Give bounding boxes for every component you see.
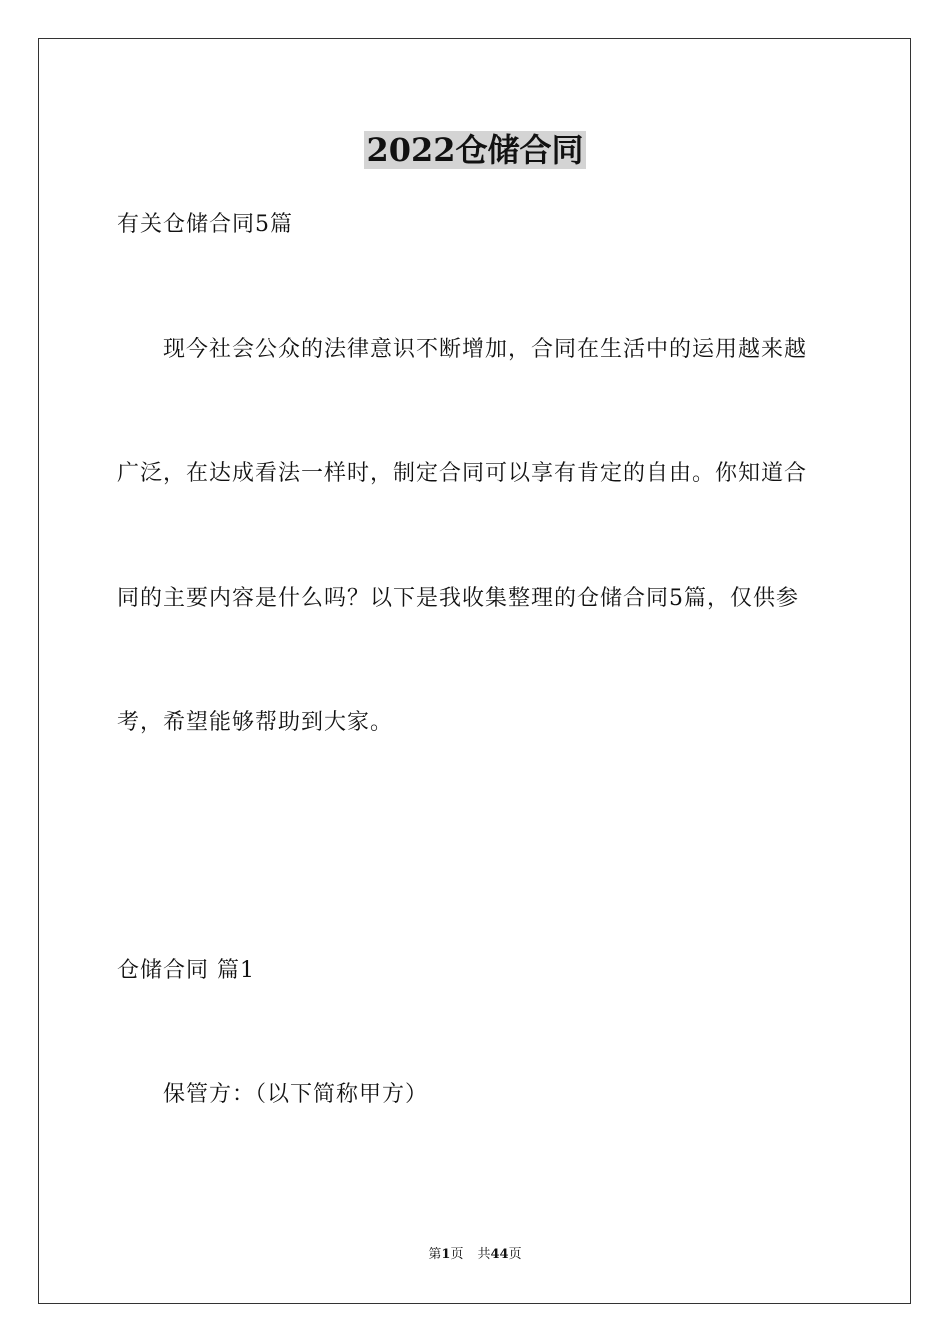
- document-title: [0, 128, 950, 172]
- document-subtitle: 有关仓储合同5篇: [117, 212, 293, 237]
- document-title-text: 2022仓储合同: [366, 131, 584, 169]
- footer-total-pages: 44: [490, 1247, 509, 1262]
- footer-page-prefix: 第: [428, 1247, 442, 1262]
- footer-page-number: 1: [441, 1247, 451, 1262]
- intro-line: 广泛，在达成看法一样时，制定合同可以享有肯定的自由。你知道合: [117, 461, 808, 486]
- intro-line: 现今社会公众的法律意识不断增加，合同在生活中的运用越来越: [163, 337, 808, 362]
- page-footer: [0, 1246, 950, 1264]
- footer-total-prefix: 共: [477, 1247, 491, 1262]
- intro-line: 同的主要内容是什么吗？以下是我收集整理的仓储合同5篇，仅供参: [117, 586, 799, 611]
- intro-line: 考，希望能够帮助到大家。: [117, 710, 394, 735]
- party-line: 保管方：（以下简称甲方）: [163, 1082, 429, 1107]
- footer-page-suffix: 页: [450, 1247, 464, 1262]
- footer-total-suffix: 页: [508, 1247, 522, 1262]
- section-heading: 仓储合同 篇1: [117, 958, 255, 983]
